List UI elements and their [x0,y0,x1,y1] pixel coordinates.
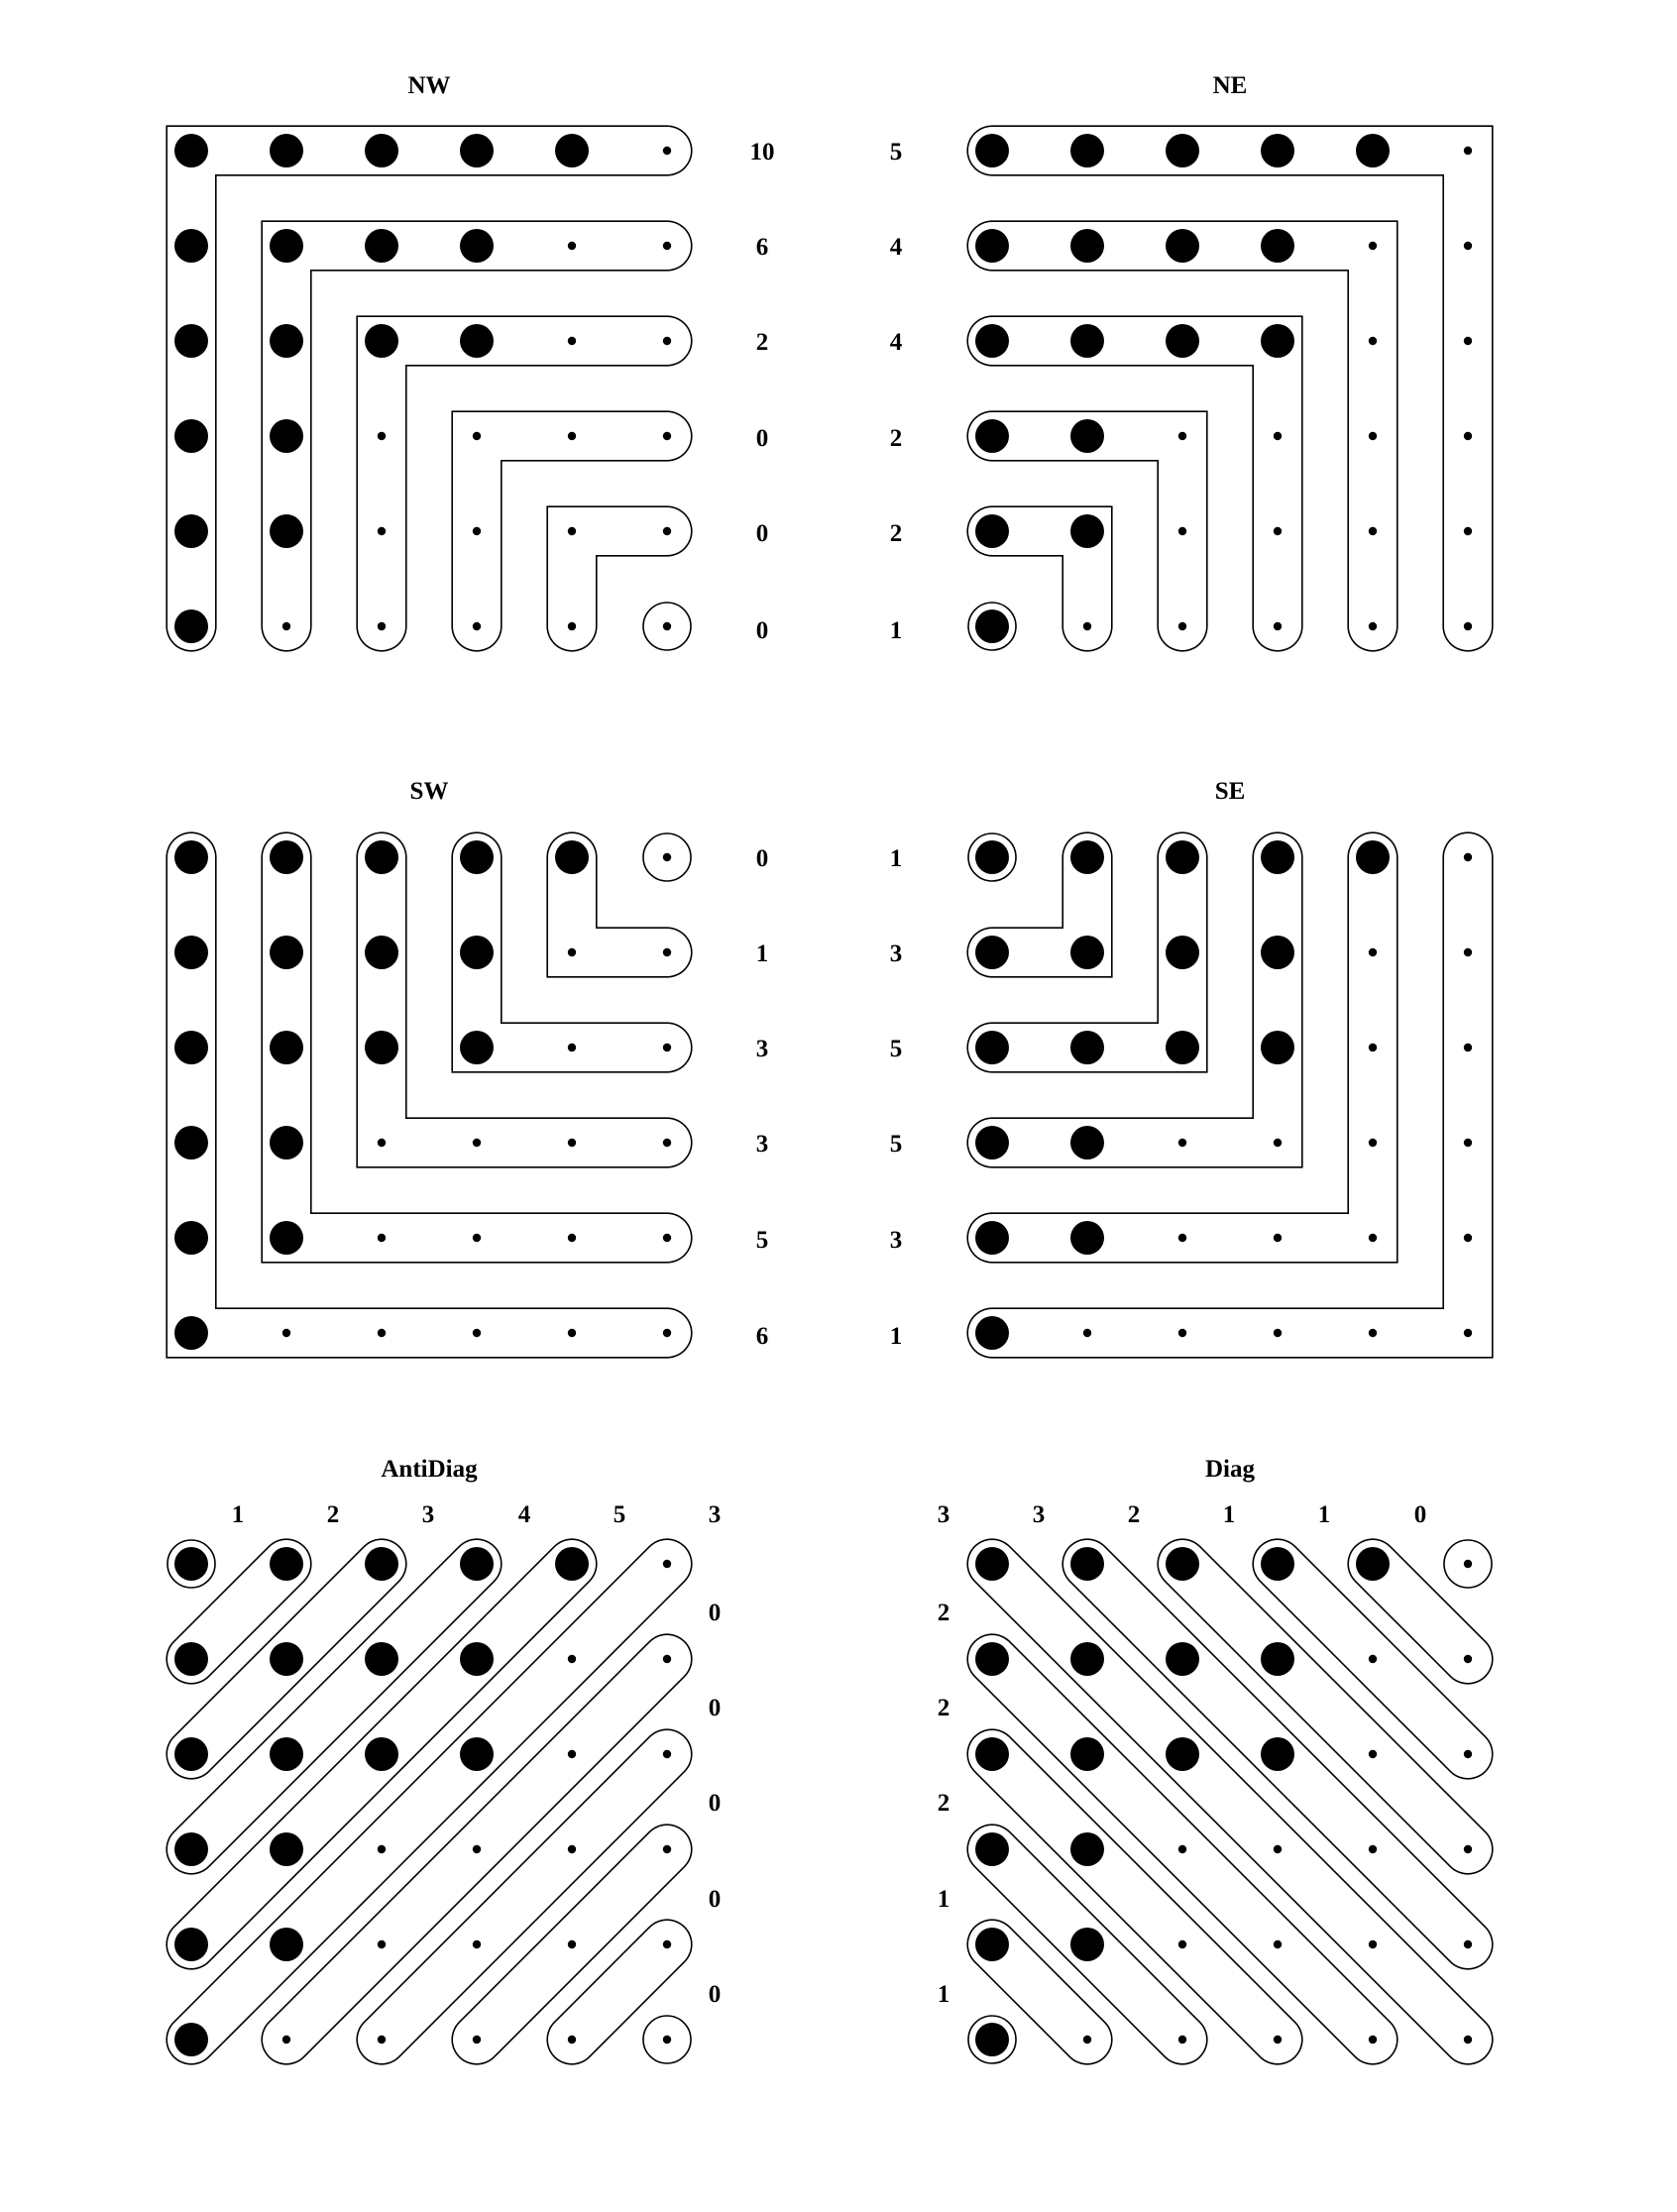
filled-dot [1356,134,1390,167]
count-label: 0 [755,425,769,452]
empty-dot [1274,1845,1282,1853]
count-label: 3 [1032,1501,1046,1528]
filled-dot [1070,1928,1104,1961]
empty-dot [568,432,576,440]
filled-dot [1261,324,1294,358]
count-label: 6 [755,234,769,261]
filled-dot [1261,840,1294,874]
empty-dot [1274,432,1282,440]
filled-dot [1261,229,1294,263]
empty-dot [1464,1750,1472,1758]
group-outlines [168,1540,691,2063]
filled-dot [174,229,208,263]
filled-dot [975,1928,1009,1961]
empty-dot [1369,1940,1377,1948]
filled-dot [1070,1221,1104,1255]
filled-dot [555,840,589,874]
empty-dot [568,2036,576,2044]
group-outlines [968,151,1468,650]
count-label: 1 [889,845,903,872]
empty-dot [663,2036,671,2044]
empty-dot [1464,1044,1472,1051]
filled-dot [460,324,494,358]
filled-dot [174,324,208,358]
empty-dot [1083,2036,1091,2044]
filled-dot [270,324,303,358]
empty-dot [1464,1655,1472,1663]
count-labels [890,139,903,644]
group-outline-fill [992,341,1278,626]
empty-dot [1464,1560,1472,1568]
filled-dot [460,229,494,263]
filled-dot [975,1642,1009,1676]
filled-dot [1261,1547,1294,1581]
filled-dot [174,1221,208,1255]
count-label: 0 [708,1600,722,1626]
filled-dot [1356,1547,1390,1581]
empty-dot [663,948,671,956]
count-label: 3 [708,1501,722,1528]
count-label: 1 [231,1501,245,1528]
panel-title: SW [409,778,449,805]
empty-dot [1369,948,1377,956]
count-label: 0 [708,1981,722,2008]
group-outline-fill [382,341,667,626]
count-label: 0 [755,845,769,872]
empty-dot [473,527,481,535]
empty-dot [663,1845,671,1853]
panel-title: Diag [1205,1456,1255,1483]
panel-title: NE [1212,72,1248,99]
count-label: 5 [613,1501,626,1528]
group-outline-fill [992,857,1278,1143]
empty-dot [282,1329,290,1337]
filled-dot [174,1737,208,1771]
filled-dot [174,840,208,874]
empty-dot [1464,1940,1472,1948]
group-outlines [191,833,691,1333]
empty-dot [1464,432,1472,440]
filled-dot [270,1221,303,1255]
filled-dot [174,514,208,548]
filled-dot [975,1031,1009,1064]
count-label: 4 [517,1501,531,1528]
filled-dot [174,609,208,643]
filled-dot [1166,936,1199,969]
filled-dot [975,2023,1009,2056]
count-label: 0 [755,520,769,547]
filled-dot [975,324,1009,358]
count-label: 4 [889,329,903,356]
filled-dot [174,1316,208,1350]
count-label: 5 [889,1131,903,1158]
empty-dot [1178,1139,1186,1147]
empty-dot [1274,527,1282,535]
empty-dot [1369,242,1377,250]
filled-dot [270,1832,303,1866]
empty-dot [1083,622,1091,630]
empty-dot [568,1845,576,1853]
filled-dot [975,1316,1009,1350]
filled-dot [1070,1642,1104,1676]
empty-dot [473,1845,481,1853]
empty-dot [1178,622,1186,630]
filled-dot [975,1221,1009,1255]
empty-dot [568,1139,576,1147]
empty-dot [568,1234,576,1242]
count-label: 3 [421,1501,435,1528]
filled-dot [174,2023,208,2056]
filled-dot [555,134,589,167]
count-labels [890,845,903,1350]
empty-dot [568,527,576,535]
filled-dot [975,1737,1009,1771]
group-outlines [968,833,1468,1333]
empty-dot [1464,527,1472,535]
empty-dot [1369,1234,1377,1242]
count-label: 2 [937,1600,950,1626]
group-outlines [968,1540,1492,2063]
empty-dot [1274,2036,1282,2044]
filled-dot [460,134,494,167]
empty-dot [1369,432,1377,440]
empty-dot [378,1845,386,1853]
count-label: 2 [755,329,769,356]
empty-dot [1178,2036,1186,2044]
empty-dot [1369,2036,1377,2044]
empty-dot [1274,1234,1282,1242]
group-outlines [191,151,691,650]
count-label: 3 [889,1227,903,1254]
filled-dot [975,840,1009,874]
empty-dot [473,1139,481,1147]
filled-dot [270,1928,303,1961]
filled-dot [460,1031,494,1064]
count-label: 2 [889,425,903,452]
empty-dot [473,2036,481,2044]
count-label: 3 [889,940,903,967]
filled-dot [555,1547,589,1581]
filled-dot [1070,1832,1104,1866]
group-outline [382,341,667,626]
empty-dot [282,2036,290,2044]
empty-dot [282,622,290,630]
count-label: 1 [937,1981,950,2008]
empty-dot [473,432,481,440]
filled-dot [1070,1031,1104,1064]
filled-dot [174,1547,208,1581]
empty-dot [1178,1845,1186,1853]
count-label: 0 [708,1886,722,1913]
filled-dot [365,1642,398,1676]
filled-dot [460,1642,494,1676]
empty-dot [1274,1940,1282,1948]
panel-nw [174,72,775,650]
empty-dot [1178,1329,1186,1337]
panel-ne [890,72,1472,650]
filled-dot [1070,840,1104,874]
empty-dot [663,1044,671,1051]
empty-dot [568,1940,576,1948]
empty-dot [1464,1139,1472,1147]
empty-dot [663,147,671,155]
filled-dot [270,1126,303,1160]
filled-dot [1070,419,1104,453]
empty-dot [378,1329,386,1337]
filled-dot [270,1031,303,1064]
empty-dot [378,432,386,440]
empty-dot [568,1329,576,1337]
empty-dot [663,432,671,440]
filled-dot [1166,840,1199,874]
filled-dot [1166,134,1199,167]
count-label: 6 [755,1323,769,1350]
filled-dot [975,134,1009,167]
empty-dot [1178,1940,1186,1948]
filled-dot [975,609,1009,643]
empty-dot [1464,242,1472,250]
filled-dot [460,1737,494,1771]
empty-dot [568,1044,576,1051]
group-outline-fill [382,857,667,1143]
panel-se [890,778,1472,1350]
filled-dot [270,514,303,548]
empty-dot [663,853,671,861]
empty-dot [568,1750,576,1758]
empty-dot [378,1940,386,1948]
empty-dot [378,1139,386,1147]
count-label: 2 [937,1790,950,1817]
empty-dot [663,242,671,250]
filled-dot [270,1642,303,1676]
empty-dot [378,622,386,630]
empty-dot [568,948,576,956]
empty-dot [1369,1750,1377,1758]
filled-dot [365,1031,398,1064]
count-labels [750,139,775,644]
filled-dot [975,419,1009,453]
filled-dot [975,514,1009,548]
count-label: 2 [937,1695,950,1721]
empty-dot [473,1234,481,1242]
filled-dot [1356,840,1390,874]
filled-dot [1166,229,1199,263]
empty-dot [1274,1329,1282,1337]
filled-dot [365,1547,398,1581]
count-label: 0 [1413,1501,1427,1528]
filled-dot [174,419,208,453]
filled-dot [975,229,1009,263]
panel-antidiag [168,1456,721,2063]
count-label: 2 [1127,1501,1141,1528]
count-label: 3 [937,1501,950,1528]
filled-dot [174,1832,208,1866]
count-label: 0 [708,1790,722,1817]
filled-dot [1261,1737,1294,1771]
empty-dot [663,1234,671,1242]
empty-dot [1464,147,1472,155]
panel-title: AntiDiag [381,1456,478,1483]
count-label: 3 [755,1036,769,1062]
filled-dot [1070,229,1104,263]
empty-dot [663,1655,671,1663]
count-label: 1 [889,1323,903,1350]
empty-dot [1178,527,1186,535]
count-label: 0 [755,617,769,644]
filled-dot [270,840,303,874]
empty-dot [568,1655,576,1663]
count-label: 2 [889,520,903,547]
filled-dot [1070,1547,1104,1581]
filled-dot [270,134,303,167]
filled-dot [174,1928,208,1961]
filled-dot [1070,936,1104,969]
filled-dot [1166,1642,1199,1676]
filled-dot [1261,1642,1294,1676]
empty-dot [1083,1329,1091,1337]
filled-dot [1166,1547,1199,1581]
filled-dot [270,1547,303,1581]
count-label: 1 [889,617,903,644]
empty-dot [1178,432,1186,440]
panel-sw [174,778,768,1350]
filled-dot [975,1126,1009,1160]
filled-dot [174,936,208,969]
empty-dot [1369,1329,1377,1337]
empty-dot [1369,622,1377,630]
filled-dot [460,936,494,969]
empty-dot [1369,337,1377,345]
empty-dot [1369,1139,1377,1147]
panel-title: NW [407,72,451,99]
empty-dot [1464,1234,1472,1242]
filled-dot [460,1547,494,1581]
empty-dot [473,1329,481,1337]
empty-dot [663,527,671,535]
count-label: 0 [708,1695,722,1721]
empty-dot [663,337,671,345]
empty-dot [568,622,576,630]
empty-dot [1464,622,1472,630]
count-label: 3 [755,1131,769,1158]
empty-dot [378,2036,386,2044]
filled-dot [365,840,398,874]
filled-dot [1261,1031,1294,1064]
empty-dot [1464,853,1472,861]
count-labels [756,845,769,1350]
empty-dot [1464,1845,1472,1853]
empty-dot [1369,527,1377,535]
filled-dot [174,1642,208,1676]
filled-dot [174,134,208,167]
count-label: 10 [749,139,775,166]
empty-dot [1464,337,1472,345]
count-label: 5 [889,139,903,166]
filled-dot [174,1126,208,1160]
count-label: 1 [937,1886,950,1913]
filled-dot [1070,324,1104,358]
empty-dot [1464,2036,1472,2044]
filled-dot [270,229,303,263]
group-outline [992,857,1278,1143]
empty-dot [1274,1139,1282,1147]
filled-dot [975,936,1009,969]
filled-dot [1070,514,1104,548]
filled-dot [365,134,398,167]
filled-dot [270,936,303,969]
count-label: 5 [755,1227,769,1254]
filled-dot [975,1547,1009,1581]
filled-dot [270,1737,303,1771]
count-label: 1 [755,940,769,967]
empty-dot [663,1750,671,1758]
empty-dot [473,1940,481,1948]
filled-dot [270,419,303,453]
empty-dot [1274,622,1282,630]
count-label: 1 [1317,1501,1331,1528]
filled-dot [365,229,398,263]
filled-dot [1166,1031,1199,1064]
empty-dot [378,527,386,535]
filled-dot [365,324,398,358]
filled-dot [1166,324,1199,358]
filled-dot [365,936,398,969]
empty-dot [568,242,576,250]
filled-dot [1166,1737,1199,1771]
empty-dot [1369,1845,1377,1853]
count-label: 5 [889,1036,903,1062]
empty-dot [1369,1044,1377,1051]
filled-dot [1070,1126,1104,1160]
count-label: 1 [1222,1501,1236,1528]
filled-dot [1261,134,1294,167]
filled-dot [1070,1737,1104,1771]
empty-dot [663,1560,671,1568]
panel-title: SE [1214,778,1246,805]
empty-dot [378,1234,386,1242]
empty-dot [1178,1234,1186,1242]
empty-dot [663,1329,671,1337]
group-outline [992,341,1278,626]
empty-dot [473,622,481,630]
empty-dot [1464,1329,1472,1337]
filled-dot [460,840,494,874]
count-label: 4 [889,234,903,261]
filled-dot [1261,936,1294,969]
group-outline [382,857,667,1143]
empty-dot [663,1139,671,1147]
empty-dot [568,337,576,345]
empty-dot [663,1940,671,1948]
filled-dot [365,1737,398,1771]
filled-dot [975,1832,1009,1866]
empty-dot [1464,948,1472,956]
filled-dot [174,1031,208,1064]
panel-diag [938,1456,1492,2063]
empty-dot [1369,1655,1377,1663]
empty-dot [663,622,671,630]
filled-dot [1070,134,1104,167]
count-label: 2 [326,1501,340,1528]
